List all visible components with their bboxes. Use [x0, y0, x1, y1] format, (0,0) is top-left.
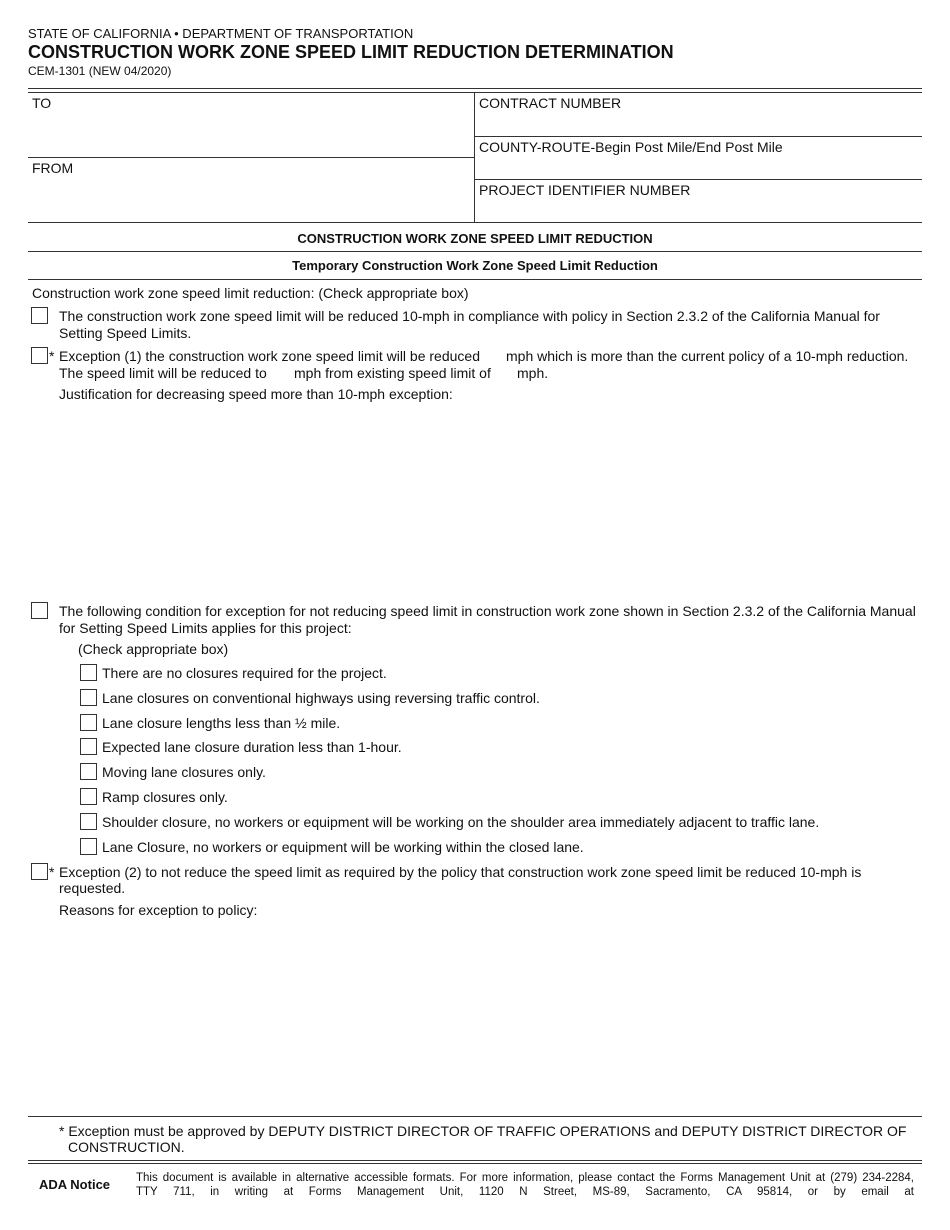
exception1-asterisk: * [49, 348, 55, 364]
condition-exception-checkbox[interactable] [31, 602, 48, 619]
condition-label: Lane Closure, no workers or equipment will be working within the closed lane. [102, 839, 584, 855]
option-reduce-10mph-checkbox[interactable] [31, 307, 48, 324]
county-divider [474, 179, 922, 180]
exception2-line2: requested. [59, 880, 126, 896]
exception1-line2-b: mph from existing speed limit of [294, 365, 491, 381]
condition-moving-closures-checkbox[interactable] [80, 763, 97, 780]
to-from-divider [28, 157, 474, 158]
ada-rule [28, 1160, 922, 1161]
justification-textarea[interactable] [59, 406, 919, 594]
contract-number-label: CONTRACT NUMBER [479, 95, 622, 111]
from-label: FROM [32, 160, 74, 176]
to-label: TO [32, 95, 52, 111]
section-top-rule [28, 222, 922, 223]
project-identifier-label: PROJECT IDENTIFIER NUMBER [479, 182, 691, 198]
condition-check-label: (Check appropriate box) [78, 641, 229, 657]
condition-reversing-traffic-checkbox[interactable] [80, 689, 97, 706]
contract-divider [474, 136, 922, 137]
condition-label: Ramp closures only. [102, 789, 228, 805]
condition-shoulder-closure-checkbox[interactable] [80, 813, 97, 830]
section-bottom-rule [28, 279, 922, 280]
exception1-line1-b: mph which is more than the current policy of a 10-mph reduction. [506, 348, 909, 364]
condition-label: Lane closures on conventional highways using reversing traffic control. [102, 690, 540, 706]
box-divider [474, 92, 475, 222]
exception1-line2-a: The speed limit will be reduced to [59, 365, 267, 381]
county-route-input[interactable] [479, 158, 919, 176]
reasons-label: Reasons for exception to policy: [59, 902, 258, 918]
instruction-text: Construction work zone speed limit reduction: (Check appropriate box) [32, 285, 469, 301]
existing-limit-mph-input[interactable] [492, 366, 516, 382]
ada-rule-inner [28, 1163, 922, 1164]
contract-number-input[interactable] [479, 115, 919, 133]
section-mid-rule [28, 251, 922, 252]
exception2-line1: Exception (2) to not reduce the speed limit as required by the policy that construction work zone speed limit be reduced 10-mph is [59, 864, 862, 880]
condition-lane-closure-checkbox[interactable] [80, 838, 97, 855]
condition-label: Lane closure lengths less than ½ mile. [102, 715, 341, 731]
ada-label: ADA Notice [39, 1177, 111, 1192]
county-route-label: COUNTY-ROUTE-Begin Post Mile/End Post Mile [479, 139, 783, 155]
section-heading: CONSTRUCTION WORK ZONE SPEED LIMIT REDUCTION [297, 231, 653, 246]
exception1-checkbox[interactable] [31, 347, 48, 364]
top-rule [28, 88, 922, 89]
exception2-checkbox[interactable] [31, 863, 48, 880]
condition-half-mile-checkbox[interactable] [80, 714, 97, 731]
footnote-line1: * Exception must be approved by DEPUTY DISTRICT DIRECTOR OF TRAFFIC OPERATIONS and DEPUTY DISTRICT DIRECTOR OF [59, 1123, 907, 1139]
condition-label: Shoulder closure, no workers or equipment will be working on the shoulder area immediately adjacent to traffic lane. [102, 814, 820, 830]
condition-one-hour-checkbox[interactable] [80, 738, 97, 755]
reduced-to-mph-input[interactable] [268, 366, 292, 382]
agency-line: STATE OF CALIFORNIA • DEPARTMENT OF TRANSPORTATION [28, 26, 414, 41]
condition-label: Moving lane closures only. [102, 764, 266, 780]
ada-line2: TTY 711, in writing at Forms Management Unit, 1120 N Street, MS-89, Sacramento, CA 95814, or by email at [136, 1186, 914, 1198]
footnote-line2: CONSTRUCTION. [68, 1139, 185, 1155]
exception1-line1-a: Exception (1) the construction work zone speed limit will be reduced [59, 348, 480, 364]
footnote-rule [28, 1116, 922, 1117]
condition-label: Expected lane closure duration less than 1-hour. [102, 739, 402, 755]
from-input[interactable] [32, 184, 468, 204]
condition-exception-line1: The following condition for exception for not reducing speed limit in construction work zone shown in Section 2.3.2 of the California Manual [59, 603, 916, 619]
reduced-by-mph-input[interactable] [480, 349, 504, 365]
form-id: CEM-1301 (NEW 04/2020) [28, 64, 172, 78]
exception1-line2-c: mph. [517, 365, 549, 381]
ada-line1: This document is available in alternative accessible formats. For more information, please contact the Forms Management Unit at (279) 234-2284, [136, 1172, 914, 1184]
condition-exception-line2: for Setting Speed Limits applies for this project: [59, 620, 352, 636]
exception2-asterisk: * [49, 864, 55, 880]
reasons-textarea[interactable] [59, 922, 919, 1107]
justification-label: Justification for decreasing speed more than 10-mph exception: [59, 386, 453, 402]
to-input[interactable] [32, 118, 468, 138]
top-rule-inner [28, 92, 922, 93]
option-reduce-10mph-line2: Setting Speed Limits. [59, 325, 192, 341]
form-title: CONSTRUCTION WORK ZONE SPEED LIMIT REDUCTION DETERMINATION [28, 42, 674, 62]
condition-ramp-closures-checkbox[interactable] [80, 788, 97, 805]
option-reduce-10mph-line1: The construction work zone speed limit will be reduced 10-mph in compliance with policy in Section 2.3.2 of the California Manual for [59, 308, 880, 324]
project-identifier-input[interactable] [479, 201, 919, 219]
section-subheading: Temporary Construction Work Zone Speed Limit Reduction [292, 258, 658, 273]
condition-no-closures-checkbox[interactable] [80, 664, 97, 681]
condition-label: There are no closures required for the project. [102, 665, 387, 681]
